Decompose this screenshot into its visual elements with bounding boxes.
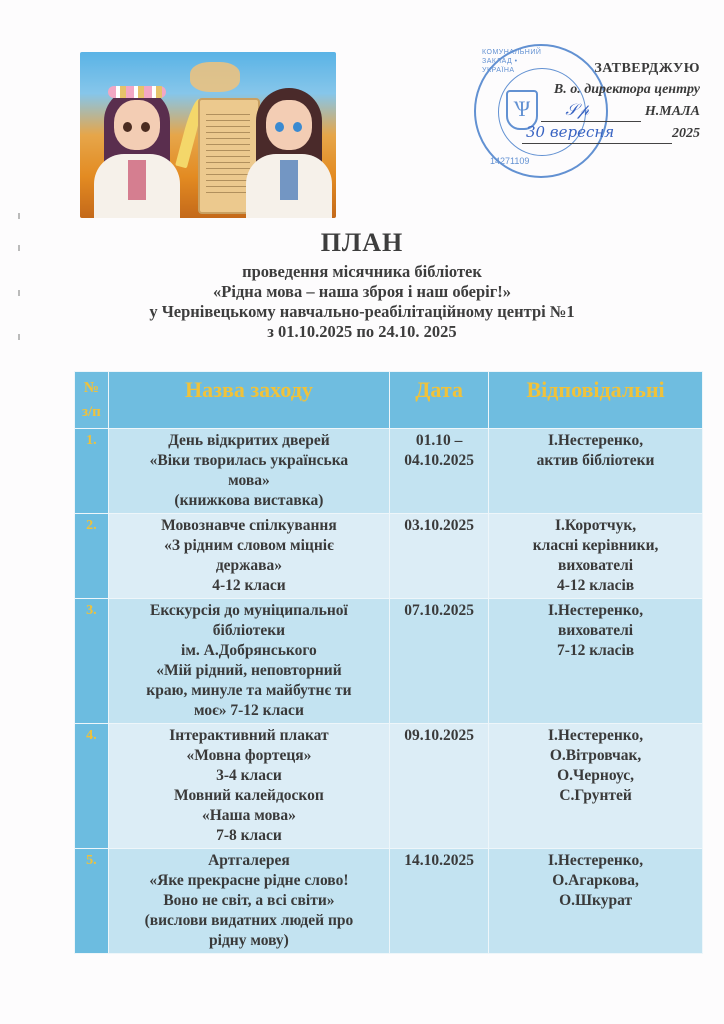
header-event: Назва заходу xyxy=(108,372,389,429)
approval-year: 2025 xyxy=(672,126,700,141)
event-name: День відкритих дверей «Віки творилась українська мова» (книжкова виставка) xyxy=(108,429,389,514)
event-date: 07.10.2025 xyxy=(390,599,489,724)
event-name: Мовознавче спілкування «З рідним словом міцніє держава» 4-12 класи xyxy=(108,514,389,599)
table-row xyxy=(75,599,703,724)
document-title: ПЛАН xyxy=(320,228,404,257)
girl-with-quill-figure xyxy=(86,68,186,218)
subtitle-line: у Чернівецькому навчально-реабілітаційному центрі №1 xyxy=(149,302,575,321)
responsible-persons: І.Нестеренко, вихователі 7-12 класів xyxy=(489,599,703,724)
row-number: 1. xyxy=(75,429,109,514)
subtitle-line: з 01.10.2025 по 24.10. 2025 xyxy=(267,322,457,341)
signature: 𝒮𝓅 xyxy=(565,100,590,119)
table-row xyxy=(75,724,703,849)
approval-title: ЗАТВЕРДЖУЮ xyxy=(594,61,700,76)
event-name: Інтерактивний плакат «Мовна фортеця» 3-4 класи Мовний калейдоскоп «Наша мова» 7-8 класи xyxy=(108,724,389,849)
table-row xyxy=(75,429,703,514)
stamp-ring-text: КОМУНАЛЬНИЙ ЗАКЛАД • УКРАЇНА xyxy=(482,49,542,74)
row-number: 5. xyxy=(75,849,109,954)
row-number: 4. xyxy=(75,724,109,849)
event-date: 01.10 – 04.10.2025 xyxy=(390,429,489,514)
sky-glow xyxy=(190,62,240,92)
responsible-persons: І.Нестеренко, актив бібліотеки xyxy=(489,429,703,514)
responsible-persons: І.Коротчук, класні керівники, вихователі 4-12 класів xyxy=(489,514,703,599)
approver-name: Н.МАЛА xyxy=(644,104,700,119)
table-row xyxy=(75,849,703,954)
subtitle-line: проведення місячника бібліотек xyxy=(242,262,482,281)
table-header-row xyxy=(75,372,703,429)
approval-position: В. о. директора центру xyxy=(553,82,700,97)
header-date: Дата xyxy=(390,372,489,429)
row-number: 2. xyxy=(75,514,109,599)
event-date: 14.10.2025 xyxy=(390,849,489,954)
girl-with-scroll-figure xyxy=(238,68,336,218)
event-name: Екскурсія до муніципальної бібліотеки ім. А.Добрянського «Мій рідний, неповторний краю, минуле та майбутнє ти моє» 7-12 класи xyxy=(108,599,389,724)
events-table xyxy=(74,371,703,954)
subtitle-line: «Рідна мова – наша зброя і наш оберіг!» xyxy=(213,282,511,301)
approval-block xyxy=(522,58,700,144)
row-number: 3. xyxy=(75,599,109,724)
trident-icon: Ѱ xyxy=(506,90,538,130)
event-name: Артгалерея «Яке прекрасне рідне слово! Воно не світ, а всі світи» (вислови видатних людей про рідну мову) xyxy=(108,849,389,954)
table-row xyxy=(75,514,703,599)
event-date: 03.10.2025 xyxy=(390,514,489,599)
header-responsible: Відповідальні xyxy=(489,372,703,429)
responsible-persons: І.Нестеренко, О.Вітровчак, О.Черноус, С.Грунтей xyxy=(489,724,703,849)
stamp-code: 14271109 xyxy=(490,156,530,166)
document-subtitle xyxy=(0,262,724,342)
header-illustration xyxy=(80,52,336,218)
event-date: 09.10.2025 xyxy=(390,724,489,849)
flower-wreath-icon xyxy=(108,86,166,98)
approval-date-handwritten: 30 вересня xyxy=(526,123,615,141)
responsible-persons: І.Нестеренко, О.Агаркова, О.Шкурат xyxy=(489,849,703,954)
header-number: № з/п xyxy=(75,372,109,429)
